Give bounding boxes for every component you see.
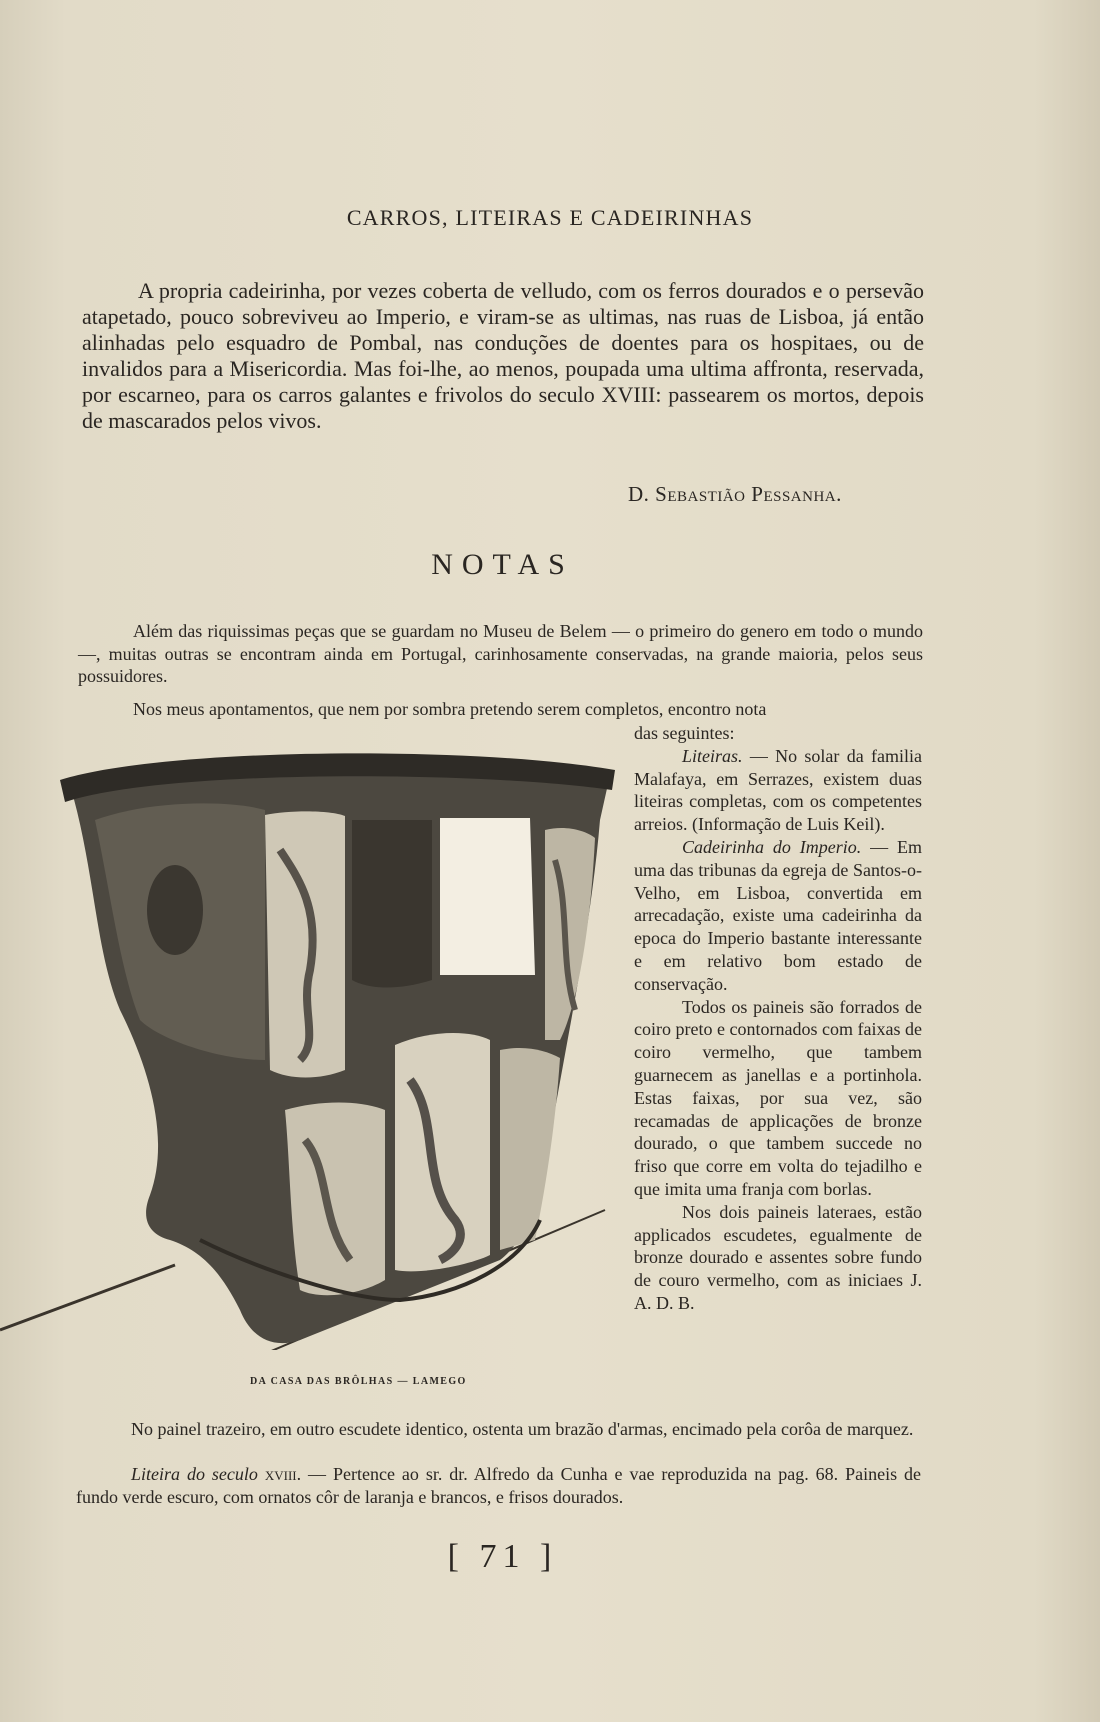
cadeirinha-label: Cadeirinha do Imperio. bbox=[682, 836, 862, 857]
notes-paragraph-liteira bbox=[76, 1463, 921, 1508]
notes-paragraph-museum: Além das riquissimas peças que se guardam no Museu de Belem — o primeiro do genero em todo o mundo —, muitas outras se encontram ainda em Portugal, carinhosamente conservadas, na grande maioria, pelos seus possuidores. bbox=[78, 621, 923, 686]
liteiras-entry bbox=[634, 745, 922, 836]
notes-paragraph-apontamentos: Nos meus apontamentos, que nem por sombra pretendo serem completos, encontro nota bbox=[133, 699, 767, 719]
notes-paragraph-painel-trazeiro: No painel trazeiro, em outro escudete identico, ostenta um brazão d'armas, encimado pela corôa de marquez. bbox=[131, 1419, 914, 1439]
laterais-paragraph: Nos dois paineis lateraes, estão applicados escudetes, egualmente de bronze dourado e assentes sobre fundo de couro vermelho, com as iniciaes J. A. D. B. bbox=[634, 1201, 922, 1313]
sedan-chair-photo bbox=[0, 740, 630, 1350]
liteiras-label: Liteiras. bbox=[682, 745, 743, 766]
liteira-text: . — Pertence ao sr. dr. Alfredo da Cunha e vae reproduzida na pag. 68. Paineis de fundo verde escuro, com ornatos côr de laranja e brancos, e frisos dourados. bbox=[76, 1464, 922, 1507]
column-intro: das seguintes: bbox=[634, 723, 735, 743]
intro-paragraph: A propria cadeirinha, por vezes coberta de velludo, com os ferros dourados e o persevão atapetado, pouco sobreviveu ao Imperio, e viram-se as ultimas, nas ruas de Lisboa, já então alinhadas pelo esquadro de Pombal, nas conduções de doentes para os hospitaes, ou de invalidos para a Misericordia. Mas foi-lhe, ao menos, poupada uma ultima affronta, reservada, por escarneo, para os carros galantes e frivolos do seculo XVIII: passearem os mortos, depois de mascarados pelos vivos. bbox=[82, 278, 924, 433]
page-number: [ 71 ] bbox=[447, 1538, 558, 1575]
paineis-paragraph: Todos os paineis são forrados de coiro preto e contornados com faixas de coiro vermelho, que tambem guarnecem as janellas e a portinhola. Estas faixas, por sua vez, são recamadas de applicações de bronze dourado, o que tambem succede no friso que corre em volta do tejadilho e que imita uma franja com borlas. bbox=[634, 996, 922, 1199]
cadeirinha-text: — Em uma das tribunas da egreja de Santos-o-Velho, em Lisboa, convertida em arrecadação, existe uma cadeirinha da epoca do Imperio bastante interessante e em relativo bom estado de conservação. bbox=[634, 836, 922, 994]
cadeirinha-entry bbox=[634, 836, 922, 996]
figure-caption: DA CASA DAS BRÔLHAS — LAMEGO bbox=[250, 1376, 467, 1387]
author-signature: D. Sebastião Pessanha. bbox=[628, 482, 842, 506]
running-head: CARROS, LITEIRAS E CADEIRINHAS bbox=[346, 205, 754, 230]
section-title: NOTAS bbox=[431, 548, 574, 581]
liteira-century: xviii bbox=[264, 1464, 297, 1484]
liteiras-text: — No solar da familia Malafaya, em Serrazes, existem duas liteiras completas, com os competentes arreios. (Informação de Luis Keil). bbox=[634, 745, 922, 835]
right-text-column bbox=[634, 722, 922, 1315]
liteira-label: Liteira do seculo bbox=[131, 1464, 258, 1484]
